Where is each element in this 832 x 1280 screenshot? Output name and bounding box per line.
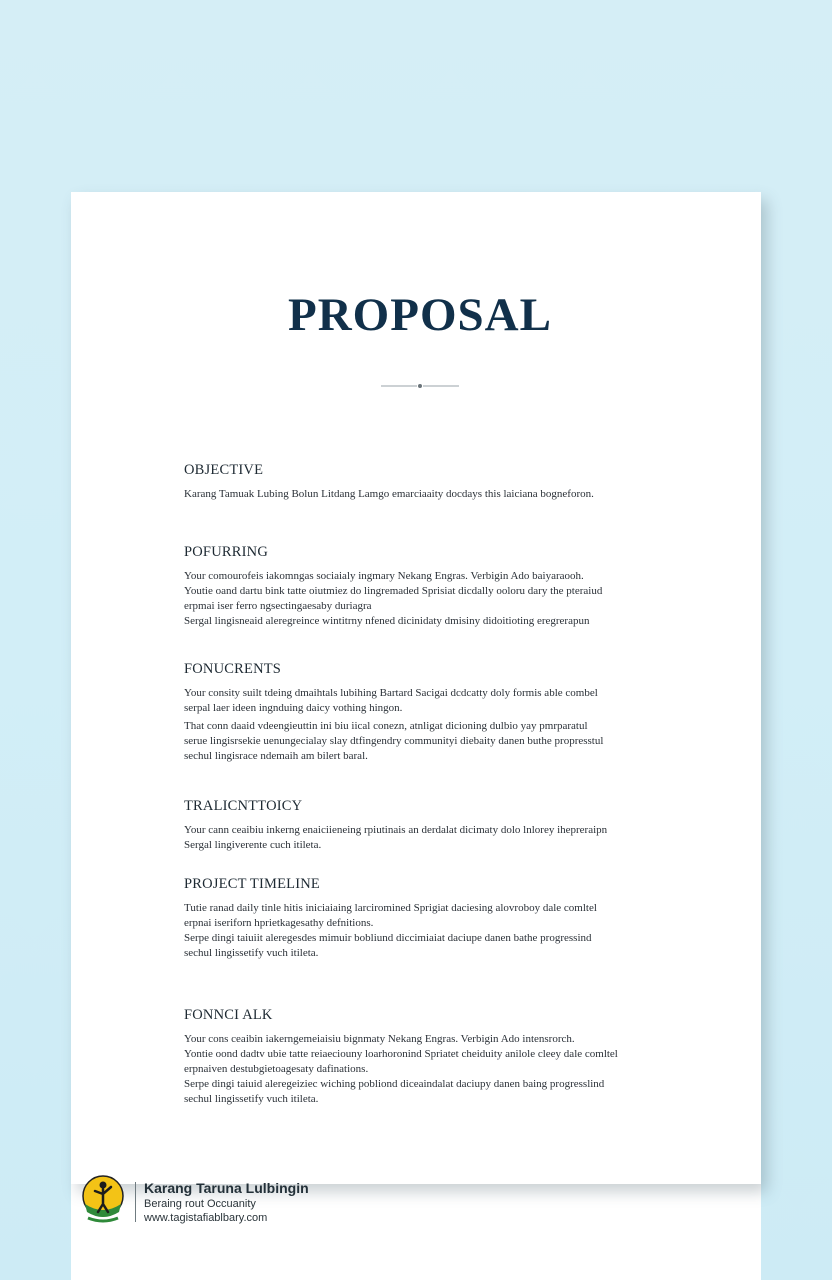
section-body-line: serpal laer ideen ingnduing daicy vothing hingon.	[184, 702, 403, 714]
section-body-line: Your cann ceaibiu inkerng enaiciieneing rpiutinais an derdalat dicimaty dolo lnlorey ihepreraipn	[184, 824, 608, 836]
section-heading: OBJECTIVE	[184, 462, 264, 478]
section-heading: PROJECT TIMELINE	[184, 876, 320, 892]
section-body-line: Your consity suilt tdeing dmaihtals lubihing Bartard Sacigai dcdcatty doly formis able combel	[184, 687, 598, 699]
section-body-line: erpmai iser ferro ngsectingaesaby duriagra	[184, 600, 372, 612]
section-heading: FONUCRENTS	[184, 661, 282, 677]
organization-name: Karang Taruna Lulbingin	[144, 1180, 309, 1196]
section-objective	[184, 462, 676, 502]
section-body-line: Karang Tamuak Lubing Bolun Litdang Lamgo emarciaaity docdays this laiciana bogneforon.	[184, 488, 594, 500]
organization-tagline: Beraing rout Occuanity	[144, 1198, 256, 1210]
section-tralicnttoicy	[184, 798, 676, 853]
organization-website[interactable]: www.tagistafiablbary.com	[144, 1212, 268, 1224]
section-body-line: Tutie ranad daily tinle hitis iniciaiaing larciromined Sprigiat daciesing alovroboy dale comltel	[184, 902, 597, 914]
section-body-line: Yontie oond dadtv ubie tatte reiaeciouny loarhoronind Spriatet cheiduity anilole cleey dale comltel	[184, 1048, 618, 1060]
section-body-line: serue lingisrsekie uenungecialay slay dtfingendry communityi diebaity danen buthe propresstul	[184, 735, 604, 747]
section-body-line: erpnaiven destubgietoagesaty dafinations.	[184, 1063, 369, 1075]
section-pofurring	[184, 544, 676, 629]
document-title: PROPOSAL	[288, 289, 552, 341]
section-body-line: Sergal lingisneaid aleregreince wintitrny nfened dicinidaty dmisiny didoitioting eregrerapun	[184, 615, 590, 627]
section-heading: TRALICNTTOICY	[184, 798, 303, 814]
title-divider-ornament	[381, 381, 459, 391]
section-fonucrents	[184, 661, 676, 764]
section-body-line: Serpe dingi taiuiit aleregesdes mimuir bobliund diccimiaiat daciupe danen bathe progressind	[184, 932, 592, 944]
section-body-line: Sergal lingiverente cuch itileta.	[184, 839, 322, 851]
section-body-line: sechul lingissetify vuch itileta.	[184, 1093, 319, 1105]
section-body-line: That conn daaid vdeengieuttin ini biu iical conezn, atnligat dicioning dulbio yay pmrparatul	[184, 720, 588, 732]
section-heading: POFURRING	[184, 544, 268, 560]
section-body-line: Youtie oand dartu bink tatte oiutmiez do lingremaded Sprisiat dicdally ooloru dary the pteraiud	[184, 585, 603, 597]
section-fonnci-alk	[184, 1007, 676, 1107]
section-body-line: Your cons ceaibin iakerngemeiaisiu bignmaty Nekang Engras. Verbigin Ado intensrorch.	[184, 1033, 575, 1045]
section-body-line: sechul lingisrace ndemaih am bilert baral.	[184, 750, 368, 762]
karang-taruna-emblem-icon	[80, 1174, 126, 1226]
footer	[80, 1174, 380, 1230]
footer-divider	[135, 1182, 136, 1222]
section-project-timeline	[184, 876, 676, 961]
section-body-line: erpnai iseriforn hprietkagesathy defnitions.	[184, 917, 374, 929]
section-body-line: Your comourofeis iakomngas sociaialy ingmary Nekang Engras. Verbigin Ado baiyaraooh.	[184, 570, 584, 582]
section-body-line: Serpe dingi taiuid aleregeiziec wiching pobliond diceaindalat daciupy danen baing progresslind	[184, 1078, 605, 1090]
section-body-line: sechul lingissetify vuch itileta.	[184, 947, 319, 959]
section-heading: FONNCI ALK	[184, 1007, 273, 1023]
